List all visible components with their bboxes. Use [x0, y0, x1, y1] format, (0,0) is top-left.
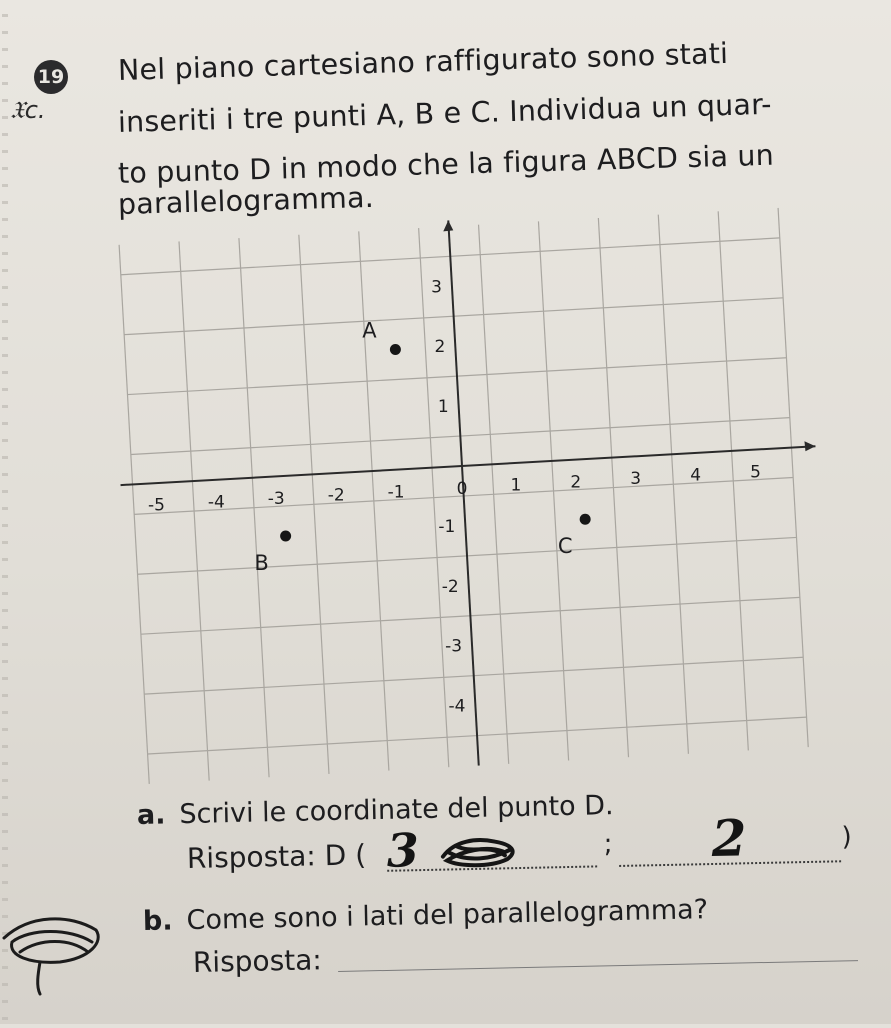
x-tick-label: 0 — [456, 479, 468, 499]
x-tick-label: -3 — [267, 489, 285, 510]
y-axis-arrow — [443, 220, 453, 231]
x-tick-label: 4 — [690, 465, 702, 486]
y-tick-label: -4 — [448, 696, 466, 717]
point-label-b: B — [254, 550, 269, 575]
margin-handwritten-mark: 𝔛c. — [10, 96, 46, 124]
y-tick-label: 2 — [434, 337, 446, 358]
x-tick-label: -4 — [207, 492, 225, 513]
point-c — [580, 514, 591, 525]
part-b-answer-prefix: Risposta: — [192, 943, 323, 979]
x-tick-label: -1 — [387, 482, 405, 503]
y-tick-label: 3 — [431, 277, 442, 298]
part-b-text: Come sono i lati del parallelogramma? — [186, 894, 709, 937]
point-label-c: C — [557, 534, 573, 559]
margin-scribble — [0, 908, 110, 998]
question-line-4: parallelogramma. — [117, 180, 375, 221]
scribbled-out-ink — [436, 833, 523, 869]
exercise-number: 19 — [37, 66, 65, 88]
y-tick-label: -1 — [438, 516, 456, 537]
part-a-answer-prefix: Risposta: D ( — [186, 838, 367, 875]
handwritten-y-value: 2 — [710, 808, 748, 869]
y-tick-label: 1 — [437, 397, 449, 418]
handwritten-x-value: 3 — [386, 823, 420, 878]
x-tick-label: 1 — [510, 475, 522, 496]
x-tick-label: 5 — [750, 462, 761, 483]
point-b — [280, 530, 291, 541]
x-axis-arrow — [804, 441, 815, 451]
x-tick-label: -2 — [327, 485, 345, 506]
part-a-letter: a. — [136, 799, 166, 831]
question-line-1: Nel piano cartesiano raffigurato sono stati — [117, 36, 729, 87]
x-tick-label: 3 — [630, 468, 642, 489]
part-b-letter: b. — [142, 905, 173, 937]
y-tick-label: -2 — [441, 576, 459, 597]
part-a-text: Scrivi le coordinate del punto D. — [179, 790, 614, 831]
part-b-answer-line[interactable] — [338, 960, 858, 972]
answer-separator: ; — [603, 829, 613, 860]
x-tick-label: 2 — [570, 472, 582, 493]
point-a — [390, 344, 401, 355]
question-line-3: to punto D in modo che la figura ABCD sia un — [117, 138, 775, 190]
answer-closing: ) — [841, 822, 853, 853]
x-tick-label: -5 — [147, 495, 165, 516]
y-tick-label: -3 — [445, 636, 463, 657]
x-axis — [121, 446, 816, 485]
point-label-a: A — [362, 318, 377, 343]
question-line-2: inseriti i tre punti A, B e C. Individua un quar- — [117, 87, 773, 139]
